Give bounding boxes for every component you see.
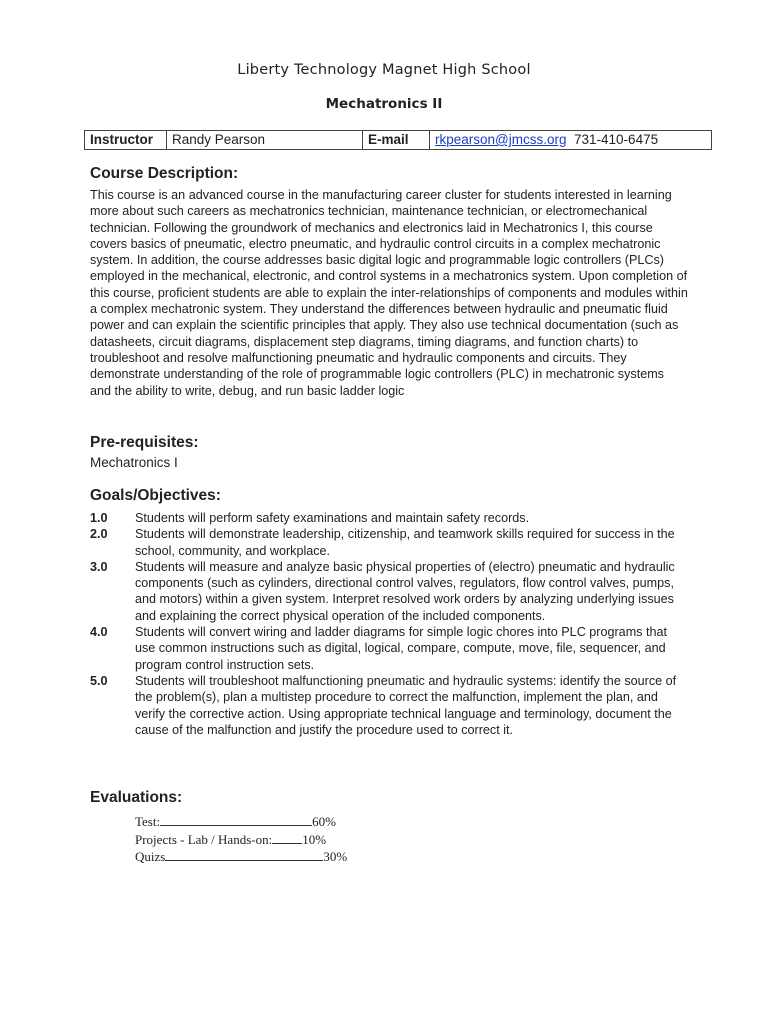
goal-item bbox=[90, 559, 690, 624]
blank-line bbox=[272, 832, 302, 844]
blank-line bbox=[160, 814, 312, 826]
goal-number: 2.0 bbox=[90, 527, 108, 542]
evaluation-label: Quizs bbox=[135, 849, 166, 864]
email-cell bbox=[430, 131, 712, 150]
email-label: E-mail bbox=[363, 131, 430, 150]
phone-number: 731-410-6475 bbox=[574, 132, 659, 147]
goal-text: Students will measure and analyze basic physical properties of (electro) pneumatic and hydraulic components (such as cylinders, directional control valves, regulators, flow control valves, pumps, and motors) within a given system. Interpret resolved work orders by analyzing underlying issues and explaining the correct physical operation of the included components. bbox=[135, 559, 675, 623]
goals-list bbox=[90, 510, 690, 738]
instructor-name: Randy Pearson bbox=[167, 131, 363, 150]
goal-number: 4.0 bbox=[90, 625, 108, 640]
instructor-info-table bbox=[84, 130, 712, 150]
goal-item bbox=[90, 510, 690, 526]
prerequisites-text: Mechatronics I bbox=[90, 455, 178, 470]
evaluation-label: Test: bbox=[135, 814, 161, 829]
evaluations-list bbox=[135, 813, 347, 866]
evaluations-heading: Evaluations: bbox=[90, 789, 183, 806]
goal-item bbox=[90, 624, 690, 673]
instructor-info-row bbox=[85, 131, 712, 150]
goal-item bbox=[90, 526, 690, 559]
course-description-heading: Course Description: bbox=[90, 165, 239, 182]
goal-text: Students will convert wiring and ladder diagrams for simple logic chores into PLC programs that use common instructions such as digital, logical, compare, compute, move, file, sequencer, and program control instruction sets. bbox=[135, 625, 667, 672]
evaluation-label: Projects - Lab / Hands-on: bbox=[135, 831, 273, 847]
goal-number: 5.0 bbox=[90, 673, 108, 688]
instructor-label: Instructor bbox=[85, 131, 167, 150]
blank-line bbox=[165, 849, 323, 861]
prerequisites-heading: Pre-requisites: bbox=[90, 434, 199, 451]
evaluation-test bbox=[135, 813, 347, 831]
goal-text: Students will perform safety examinations and maintain safety records. bbox=[135, 511, 530, 525]
email-link[interactable]: rkpearson@jmcss.org bbox=[435, 132, 567, 147]
course-description-text: This course is an advanced course in the manufacturing career cluster for students interested in learning more about such careers as mechatronics technician, maintenance technician, or electromechanical technician. Following the groundwork of mechanics and electronics laid in Mechatronics I, this course covers basics of pneumatic, electro pneumatic, and hydraulic control circuits in a complex mechatronic system. In addition, the course addresses basic digital logic and programmable logic controllers (PLCs) employed in the mechanical, electronic, and control systems in a mechatronics system. Upon completion of this course, proficient students are able to explain the inter-relationships of components and modules within a complex mechatronic system. They understand the differences between hydraulic and pneumatic fluid power and can explain the scientific principles that apply. They also use technical documentation (such as datasheets, circuit diagrams, displacement step diagrams, timing diagrams, and function charts) to troubleshoot and resolve malfunctioning pneumatic and hydraulic components and circuits. They demonstrate understanding of the role of programmable logic controllers (PLC) in mechatronic systems and the ability to write, debug, and run basic ladder logic bbox=[90, 188, 688, 398]
goal-number: 3.0 bbox=[90, 559, 108, 574]
goal-number: 1.0 bbox=[90, 511, 108, 525]
evaluation-quizzes bbox=[135, 848, 347, 866]
goal-text: Students will demonstrate leadership, citizenship, and teamwork skills required for success in the school, community, and workplace. bbox=[135, 527, 675, 558]
goals-heading: Goals/Objectives: bbox=[90, 487, 221, 504]
evaluation-value: 30% bbox=[323, 849, 348, 864]
course-title: Mechatronics II bbox=[325, 96, 443, 112]
evaluation-value: 10% bbox=[302, 831, 327, 847]
evaluation-value: 60% bbox=[312, 814, 336, 829]
evaluation-projects bbox=[135, 831, 347, 849]
goal-text: Students will troubleshoot malfunctioning pneumatic and hydraulic systems: identify the source of the problem(s), plan a multistep procedure to correct the malfunction, implement the plan, and verify the corrective action. Using appropriate technical language and terminology, document the cause of the malfunction and justify the procedure used to correct it. bbox=[135, 673, 677, 737]
school-name: Liberty Technology Magnet High School bbox=[237, 62, 531, 78]
goal-item bbox=[90, 673, 690, 738]
